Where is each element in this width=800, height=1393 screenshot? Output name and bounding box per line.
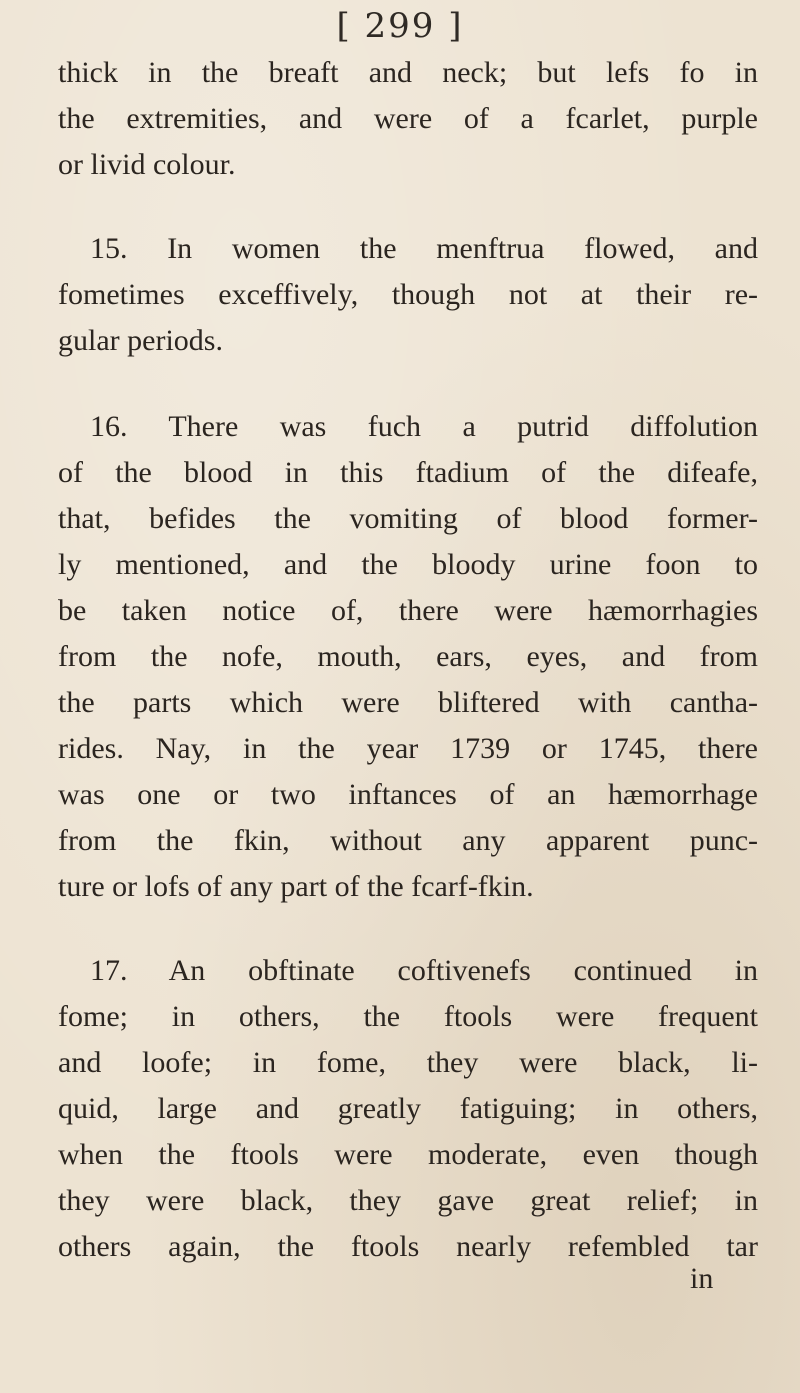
text-line: from the fkin, without any apparent punc- — [58, 824, 758, 857]
text-line: 15. In women the menftrua flowed, and — [90, 232, 758, 265]
paragraph-16 — [58, 404, 758, 910]
text-line: fometimes exceffively, though not at their re- — [58, 278, 758, 311]
text-line: gular periods. — [58, 324, 223, 357]
paragraph-17 — [58, 948, 758, 1270]
text-line: that, befides the vomiting of blood former- — [58, 502, 758, 535]
paragraph-15 — [58, 226, 758, 364]
text-line: 16. There was fuch a putrid diffolution — [90, 410, 758, 443]
text-line: 17. An obftinate coftivenefs continued in — [90, 954, 758, 987]
text-line: was one or two inftances of an hæmorrhage — [58, 778, 758, 811]
text-line: from the nofe, mouth, ears, eyes, and from — [58, 640, 758, 673]
text-line: and loofe; in fome, they were black, li- — [58, 1046, 758, 1079]
text-line: of the blood in this ftadium of the difeafe, — [58, 456, 758, 489]
text-line: ture or lofs of any part of the fcarf-fkin. — [58, 870, 534, 903]
catchword: in — [690, 1262, 714, 1295]
text-line: rides. Nay, in the year 1739 or 1745, there — [58, 732, 758, 765]
text-line: quid, large and greatly fatiguing; in others, — [58, 1092, 758, 1125]
text-line: or livid colour. — [58, 148, 236, 181]
text-line: they were black, they gave great relief; in — [58, 1184, 758, 1217]
text-line: when the ftools were moderate, even though — [58, 1138, 758, 1171]
page-number: [ 299 ] — [336, 6, 464, 46]
text-line: thick in the breaft and neck; but lefs fo in — [58, 56, 758, 89]
text-line: ly mentioned, and the bloody urine foon to — [58, 548, 758, 581]
text-line: fome; in others, the ftools were frequent — [58, 1000, 758, 1033]
text-line: the parts which were bliftered with cantha- — [58, 686, 758, 719]
text-line: others again, the ftools nearly refembled tar — [58, 1230, 758, 1263]
text-line: the extremities, and were of a fcarlet, purple — [58, 102, 758, 135]
paragraph-continuation — [58, 50, 758, 188]
text-line: be taken notice of, there were hæmorrhagies — [58, 594, 758, 627]
